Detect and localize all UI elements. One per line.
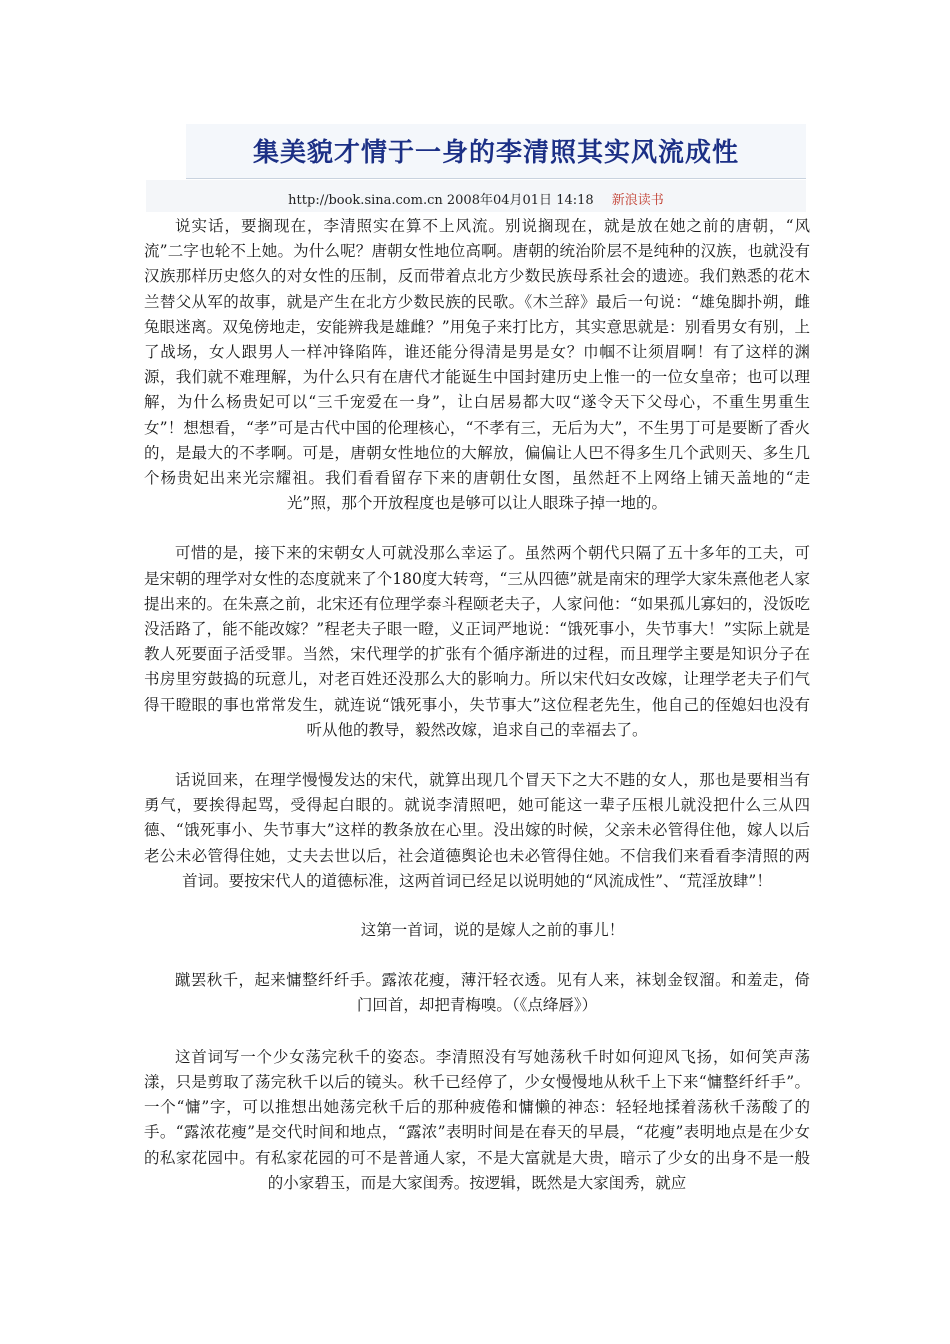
meta-bar <box>146 180 806 212</box>
source-url[interactable]: http://book.sina.com.cn <box>288 193 443 208</box>
article-body <box>144 214 810 1196</box>
source-link[interactable]: 新浪读书 <box>611 193 664 208</box>
paragraph: 说实话，要搁现在，李清照实在算不上风流。别说搁现在，就是放在她之前的唐朝，“风流”二字也轮不上她。为什么呢？唐朝女性地位高啊。唐朝的统治阶层不是纯种的汉族，也就没有汉族那样历史悠久的对女性的压制，反而带着点北方少数民族母系社会的遗迹。我们熟悉的花木兰替父从军的故事，就是产生在北方少数民族的民歌。《木兰辞》最后一句说：“雄兔脚扑朔，雌兔眼迷离。双兔傍地走，安能辨我是雄雌？”用兔子来打比方，其实意思就是：别看男女有别，上了战场，女人跟男人一样冲锋陷阵，谁还能分得清是男是女？巾帼不让须眉啊！有了这样的渊源，我们就不难理解，为什么只有在唐代才能诞生中国封建历史上惟一的一位女皇帝；也可以理解，为什么杨贵妃可以“三千宠爱在一身”，让白居易都大叹“遂令天下父母心，不重生男重生女”！想想看，“孝”可是古代中国的伦理核心，“不孝有三，无后为大”，不生男丁可是要断了香火的，是最大的不孝啊。可是，唐朝女性地位的大解放，偏偏让人巴不得多生几个武则天、多生几个杨贵妃出来光宗耀祖。我们看看留存下来的唐朝仕女图，虽然赶不上网络上铺天盖地的“走光”照，那个开放程度也是够可以让人眼珠子掉一地的。 <box>144 217 810 513</box>
poem-paragraph: 蹴罢秋千，起来慵整纤纤手。露浓花瘦，薄汗轻衣透。见有人来，袜刬金钗溜。和羞走，倚门回首，却把青梅嗅。（《点绛唇》） <box>175 971 810 1015</box>
paragraph: 可惜的是，接下来的宋朝女人可就没那么幸运了。虽然两个朝代只隔了五十多年的工夫，可是宋朝的理学对女性的态度就来了个180度大转弯，“三从四德”就是南宋的理学大家朱熹他老人家提出来的。在朱熹之前，北宋还有位理学泰斗程颐老夫子，人家问他：“如果孤儿寡妇的，没饭吃没活路了，能不能改嫁？”程老夫子眼一瞪，义正词严地说：“饿死事小，失节事大！”实际上就是教人死要面子活受罪。当然，宋代理学的扩张有个循序渐进的过程，而且理学主要是知识分子在书房里穷鼓捣的玩意儿，对老百姓还没那么大的影响力。所以宋代妇女改嫁，让理学老夫子们气得干瞪眼的事也常常发生，就连说“饿死事小，失节事大”这位程老先生，他自己的侄媳妇也没有听从他的教导，毅然改嫁，追求自己的幸福去了。 <box>144 544 810 739</box>
article-meta <box>146 189 806 208</box>
paragraph: 这首词写一个少女荡完秋千的姿态。李清照没有写她荡秋千时如何迎风飞扬，如何笑声荡漾，只是剪取了荡完秋千以后的镜头。秋千已经停了，少女慢慢地从秋千上下来“慵整纤纤手”。一个“慵”字，可以推想出她荡完秋千后的那种疲倦和慵懒的神态：轻轻地揉着荡秋千荡酸了的手。“露浓花瘦”是交代时间和地点，“露浓”表明时间是在春天的早晨，“花瘦”表明地点是在少女的私家花园中。有私家花园的可不是普通人家，不是大富就是大贵，暗示了少女的出身不是一般的小家碧玉，而是大家闺秀。按逻辑，既然是大家闺秀，就应 <box>144 1047 810 1192</box>
title-banner <box>186 124 806 179</box>
paragraph: 话说回来，在理学慢慢发达的宋代，就算出现几个冒天下之大不韪的女人，那也是要相当有勇气，要挨得起骂，受得起白眼的。就说李清照吧，她可能这一辈子压根儿就没把什么三从四德、“饿死事小、失节事大”这样的教条放在心里。没出嫁的时候，父亲未必管得住他，嫁人以后老公未必管得住她，丈夫去世以后，社会道德舆论也未必管得住她。不信我们来看看李清照的两首词。要按宋代人的道德标准，这两首词已经足以说明她的“风流成性”、“荒淫放肆”！ <box>144 771 810 890</box>
paragraph: 这第一首词，说的是嫁人之前的事儿！ <box>360 921 625 940</box>
publish-datetime: 2008年04月01日 14:18 <box>446 193 594 208</box>
page-title: 集美貌才情于一身的李清照其实风流成性 <box>252 138 739 168</box>
